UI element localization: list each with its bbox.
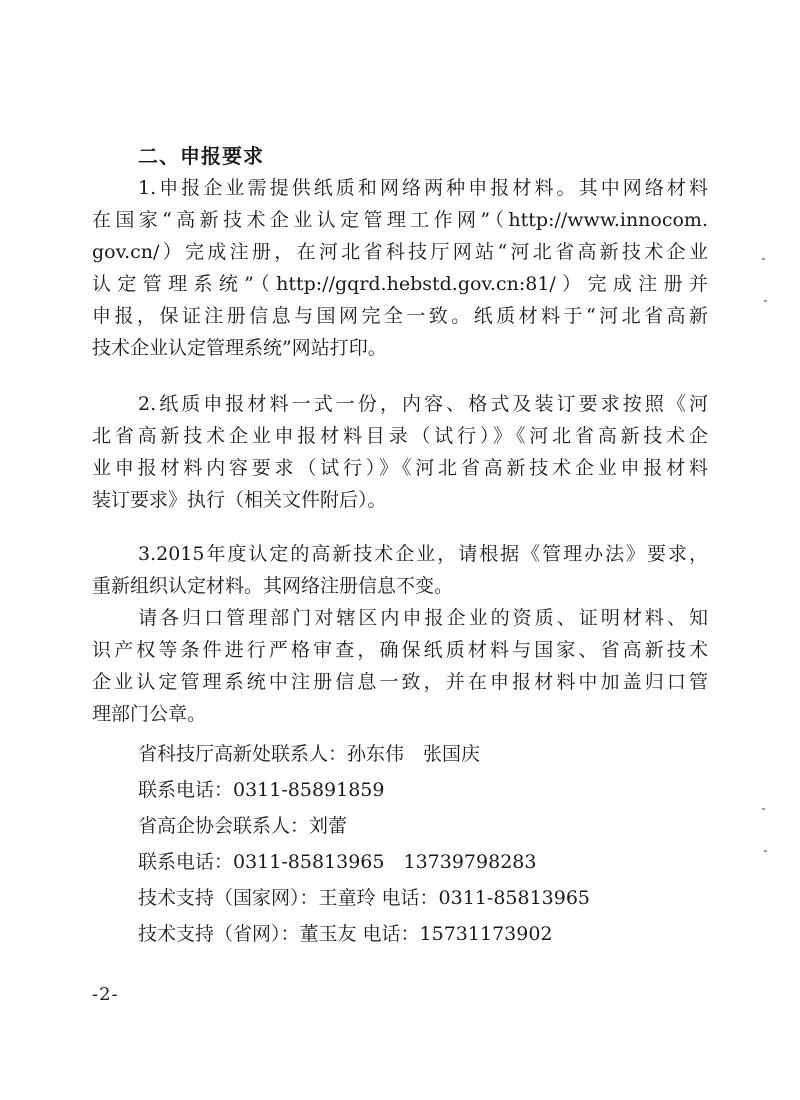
item1-line-4	[92, 268, 708, 300]
item2-line-2-text: 北省高新技术企业申报材料目录（试行）》《河北省高新技术企	[92, 425, 708, 447]
review-line-1	[138, 602, 708, 634]
contact-line-2: 联系电话：0311-85891859	[138, 779, 385, 801]
item1-line-6: 技术企业认定管理系统”网站打印。	[92, 337, 387, 359]
item1-line-1-text: 1.申报企业需提供纸质和网络两种申报材料。其中网络材料	[138, 177, 708, 199]
contact-line-6: 技术支持（省网）：董玉友 电话：15731173902	[138, 923, 553, 945]
section-title: 二、申报要求	[138, 144, 264, 168]
scan-speck	[764, 300, 767, 302]
contact-line-5: 技术支持（国家网）：王童玲 电话：0311-85813965	[138, 887, 591, 909]
item2-line-1-text: 2.纸质申报材料一式一份，内容、格式及装订要求按照《河	[138, 393, 708, 415]
item1-line-5	[92, 300, 708, 332]
review-line-1-text: 请各归口管理部门对辖区内申报企业的资质、证明材料、知	[138, 607, 708, 629]
review-line-4: 理部门公章。	[92, 703, 207, 725]
scan-speck	[762, 808, 765, 810]
item2-line-2	[92, 420, 708, 452]
item3-line-1-text: 3.2015年度认定的高新技术企业，请根据《管理办法》要求，	[138, 543, 708, 565]
item1-line-2	[92, 204, 708, 236]
item2-line-3	[92, 452, 708, 484]
item2-line-1	[138, 388, 708, 420]
item1-line-2-text: 在国家“高新技术企业认定管理工作网”（http://www.innocom.	[92, 209, 708, 231]
contact-line-1: 省科技厅高新处联系人：孙东伟 张国庆	[138, 743, 481, 765]
item3-line-1	[138, 538, 708, 570]
item3-line-2: 重新组织认定材料。其网络注册信息不变。	[92, 575, 454, 597]
contact-line-3: 省高企协会联系人：刘蕾	[138, 815, 348, 837]
item1-line-1	[138, 172, 708, 204]
item1-line-4-text: 认定管理系统”（http://gqrd.hebstd.gov.cn:81/）完成注册并	[92, 273, 708, 295]
page-number: -2-	[92, 984, 119, 1005]
scan-speck	[762, 258, 765, 260]
review-line-3	[92, 666, 708, 698]
review-line-2	[92, 634, 708, 666]
item1-line-3	[92, 236, 708, 268]
scan-speck	[764, 850, 767, 852]
item1-line-3-text: gov.cn/）完成注册，在河北省科技厅网站“河北省高新技术企业	[92, 241, 708, 263]
review-line-2-text: 识产权等条件进行严格审查，确保纸质材料与国家、省高新技术	[92, 639, 708, 661]
item2-line-3-text: 业申报材料内容要求（试行）》《河北省高新技术企业申报材料	[92, 457, 708, 479]
item2-line-4: 装订要求》执行（相关文件附后）。	[92, 489, 387, 511]
review-line-3-text: 企业认定管理系统中注册信息一致，并在申报材料中加盖归口管	[92, 671, 708, 693]
contact-line-4: 联系电话：0311-85813965 13739798283	[138, 851, 537, 873]
item1-line-5-text: 申报，保证注册信息与国网完全一致。纸质材料于“河北省高新	[92, 305, 708, 327]
